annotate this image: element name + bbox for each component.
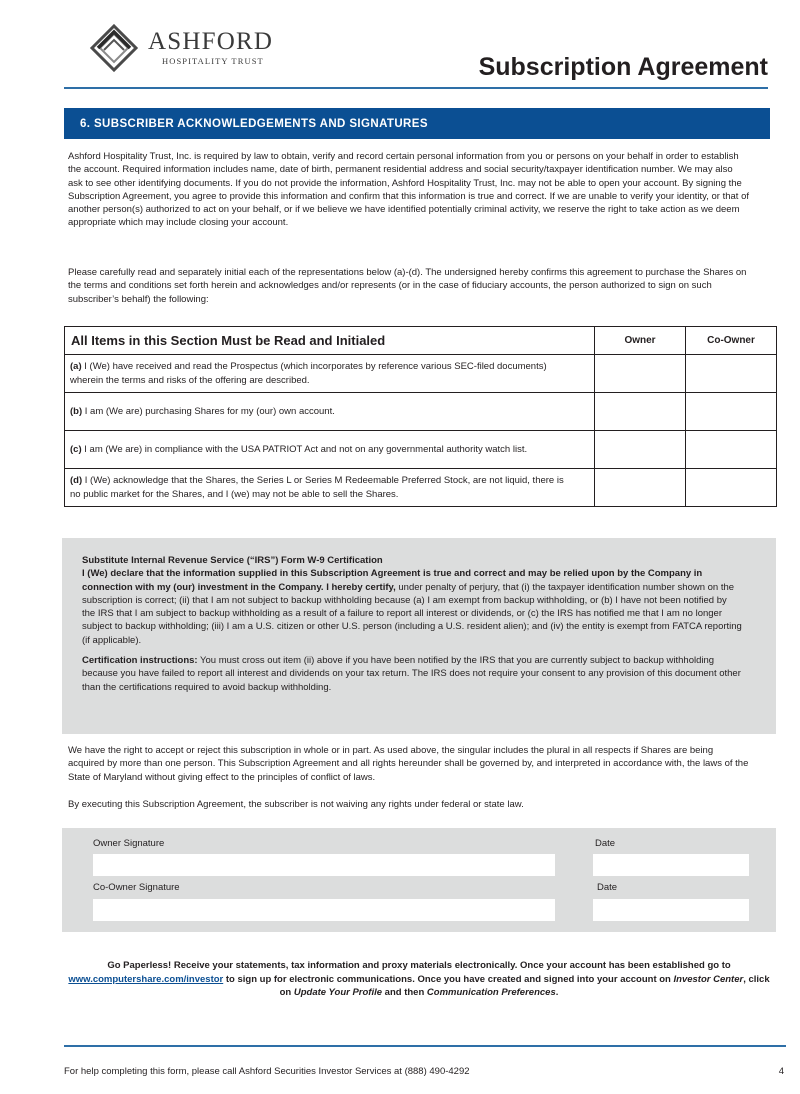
owner-date-label: Date <box>595 838 616 849</box>
representation-d: (d) I (We) acknowledge that the Shares, the Series L or Series M Redeemable Preferred Stock, are not liquid, there is no public market for the Shares, and I (we) may not be able to sell the Shares. <box>65 469 595 507</box>
w9-certification-text <box>82 554 742 694</box>
w9-title: Substitute Internal Revenue Service (“IRS”) Form W-9 Certification <box>82 555 383 566</box>
representations-table <box>64 326 777 507</box>
go-paperless-notice: Go Paperless! Receive your statements, tax information and proxy materials electronically. Once your account has been established go to www.computershare.com/investor to sign up for electronic communications. Once you have created and signed into your account on Investor Center, click on Update Your Profile and then Communication Preferences. <box>68 960 770 998</box>
logo-name: ASHFORD <box>148 28 274 55</box>
coowner-date-label: Date <box>597 882 618 893</box>
signature-panel <box>62 828 776 932</box>
table-header-title: All Items in this Section Must be Read and Initialed <box>65 327 595 355</box>
communication-preferences-text: Communication Preferences <box>426 987 556 998</box>
coowner-initial-b[interactable] <box>686 393 777 431</box>
certification-instructions-text: You must cross out item (ii) above if you have been notified by the IRS that you are currently subject to backup withholding because you have failed to report all interest and dividends on your tax return. The IRS does not require your consent to any provision of this document other than the certifications required to avoid backup withholding. <box>82 655 741 693</box>
w9-certification-terms: under penalty of perjury, that (i) the taxpayer identification number shown on the subscription is correct; (ii) that I am not subject to backup withholding because (a) I am exempt from backup withholding, or (b) I have not been notified by the IRS that I am subject to backup withholding as a result of a failure to report all interest or dividends, or (c) the IRS has notified me that I am no longer subject to backup withholding; (iii) I am a U.S. citizen or other U.S. person (including a U.S. resident alien); and (iv) the entity is exempt from FATCA reporting (if applicable). <box>82 581 742 646</box>
owner-date-field[interactable] <box>593 854 749 876</box>
computershare-link[interactable]: www.computershare.com/investor <box>68 973 224 985</box>
table-row <box>65 431 777 469</box>
owner-signature-label: Owner Signature <box>93 838 165 849</box>
ashford-diamond-logo-icon <box>84 24 144 76</box>
update-profile-text: Update Your Profile <box>293 987 383 998</box>
coowner-column-header: Co-Owner <box>686 327 777 355</box>
footer-help-text: For help completing this form, please call Ashford Securities Investor Services at (888) 490-4292 <box>64 1066 470 1077</box>
footer-divider <box>64 1045 786 1047</box>
coowner-initial-c[interactable] <box>686 431 777 469</box>
page-number: 4 <box>778 1066 784 1077</box>
rights-waiver-paragraph: By executing this Subscription Agreement, the subscriber is not waiving any rights under federal or state law. <box>68 799 524 810</box>
w9-declaration: I (We) declare that the information supplied in this Subscription Agreement is true and correct and may be relied upon by the Company in connection with my (our) investment in the Company. I hereby certify, <box>82 568 703 593</box>
owner-column-header: Owner <box>595 327 686 355</box>
certification-instructions-label: Certification instructions: <box>82 655 198 667</box>
coowner-initial-d[interactable] <box>686 469 777 507</box>
governing-law-paragraph: We have the right to accept or reject this subscription in whole or in part. As used above, the singular includes the plural in all respects if Shares are being acquired by more than one person. This Subscription Agreement and all rights hereunder shall be governed by, and interpreted in accordance with, the laws of the State of Maryland without giving effect to the principles of conflict of laws. <box>68 745 749 783</box>
section-heading: 6. SUBSCRIBER ACKNOWLEDGEMENTS AND SIGNATURES <box>64 108 770 139</box>
table-row <box>65 355 777 393</box>
header-divider <box>64 87 768 89</box>
table-row <box>65 469 777 507</box>
representations-intro-paragraph: Please carefully read and separately initial each of the representations below (a)-(d). The undersigned hereby confirms this agreement to purchase the Shares on the terms and conditions set forth herein and acknowledges and/or represents (or in the case of fiduciary accounts, the person authorized to sign on such subscriber’s behalf) the following: <box>68 267 747 305</box>
representation-c: (c) I am (We are) in compliance with the USA PATRIOT Act and not on any governmental authority watch list. <box>65 431 595 469</box>
investor-center-text: Investor Center <box>673 973 744 985</box>
representation-b: (b) I am (We are) purchasing Shares for my (our) own account. <box>65 393 595 431</box>
identity-verification-paragraph: Ashford Hospitality Trust, Inc. is required by law to obtain, verify and record certain personal information from you or persons on your behalf in order to establish the account. Required information includes name, date of birth, permanent residential address and social security/taxpayer identification number. We may also ask to see other identifying documents. If you do not provide the information, Ashford Hospitality Trust, Inc. may not be able to open your account. By signing the Subscription Agreement, you agree to provide this information and confirm that this information is true and correct. If we are unable to verify your identity, or that of another person(s) authorized to act on your behalf, or if we believe we have identified potentially criminal activity, we reserve the right to take action as we deem appropriate which may include closing your account. <box>68 151 750 229</box>
owner-initial-c[interactable] <box>595 431 686 469</box>
coowner-signature-label: Co-Owner Signature <box>93 882 180 893</box>
page-title: Subscription Agreement <box>478 53 768 81</box>
company-logo <box>84 24 284 76</box>
owner-signature-field[interactable] <box>93 854 555 876</box>
coowner-signature-field[interactable] <box>93 899 555 921</box>
coowner-date-field[interactable] <box>593 899 749 921</box>
table-row <box>65 393 777 431</box>
coowner-initial-a[interactable] <box>686 355 777 393</box>
table-header-row <box>65 327 777 355</box>
owner-initial-d[interactable] <box>595 469 686 507</box>
representation-a: (a) I (We) have received and read the Prospectus (which incorporates by reference various SEC-filed documents) wherein the terms and risks of the offering are described. <box>65 355 595 393</box>
owner-initial-a[interactable] <box>595 355 686 393</box>
logo-subtitle: HOSPITALITY TRUST <box>162 56 264 66</box>
owner-initial-b[interactable] <box>595 393 686 431</box>
